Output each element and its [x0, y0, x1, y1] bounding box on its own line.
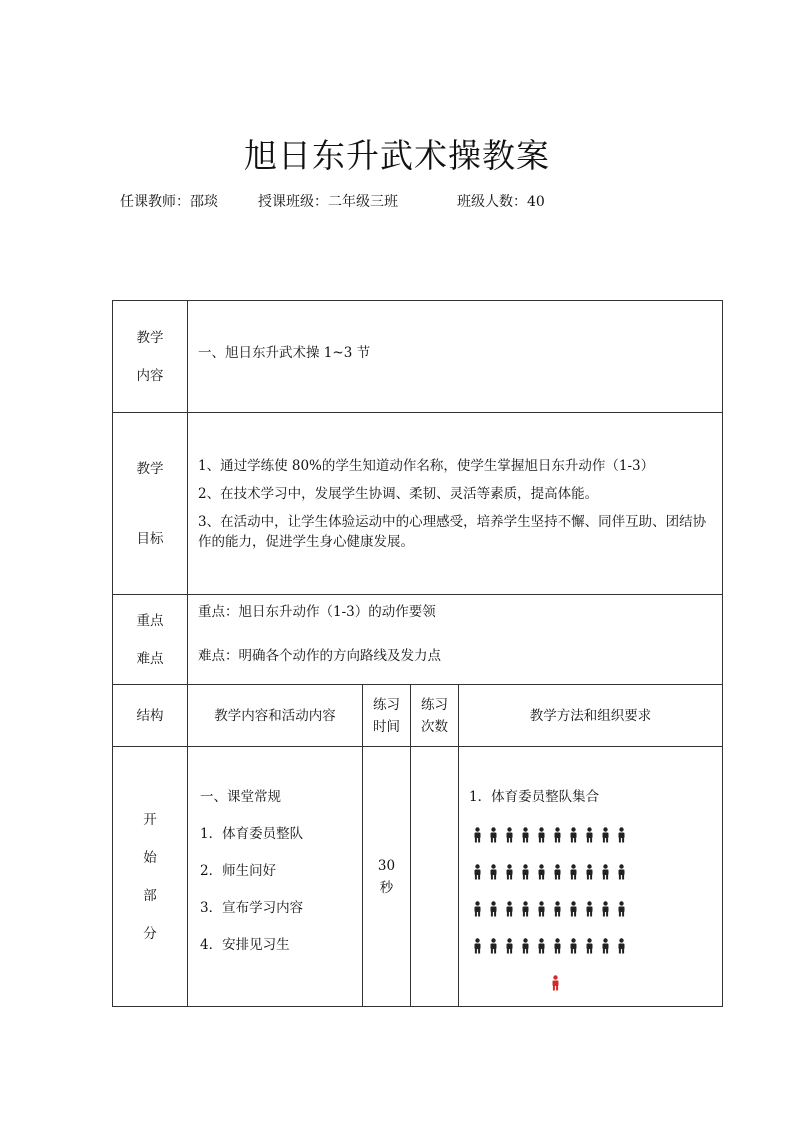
lesson-plan-table [112, 300, 723, 1007]
content-row [113, 301, 723, 413]
content-cell [188, 301, 723, 413]
content-label-line1: 教学 [136, 329, 164, 346]
header-activity: 教学内容和活动内容 [188, 685, 363, 747]
goal-label-line2: 目标 [136, 530, 164, 547]
formation-row [469, 890, 722, 927]
header-structure: 结构 [113, 685, 188, 747]
start-item: 2．师生问好 [200, 863, 277, 879]
content-label-cell [113, 301, 188, 413]
class-field: 授课班级：二年级三班 [258, 194, 398, 210]
student-icon [551, 938, 564, 954]
student-icon [567, 827, 580, 843]
student-icon [599, 938, 612, 954]
goal-label-cell [113, 413, 188, 595]
start-time-cell [363, 747, 411, 1007]
start-item: 1．体育委员整队 [200, 826, 304, 842]
student-icon [487, 864, 500, 880]
student-icon [551, 864, 564, 880]
student-icon [535, 827, 548, 843]
student-icon [567, 864, 580, 880]
formation-row [469, 927, 722, 964]
student-icon [487, 938, 500, 954]
student-icon [615, 901, 628, 917]
student-icon [615, 864, 628, 880]
student-icon [567, 938, 580, 954]
goal-cell [188, 413, 723, 595]
header-time-line1: 练习 [373, 696, 400, 713]
student-icon [599, 901, 612, 917]
formation-row [469, 853, 722, 890]
key-row [113, 595, 723, 685]
student-icon [503, 864, 516, 880]
start-label-char: 开 [143, 811, 157, 828]
difficulty-point: 难点：明确各个动作的方向路线及发力点 [198, 648, 441, 664]
start-reps-cell [411, 747, 459, 1007]
goal-label-line1: 教学 [136, 460, 164, 477]
start-label-char: 部 [143, 887, 157, 904]
student-icon [599, 827, 612, 843]
header-reps-line1: 练习 [421, 696, 448, 713]
formation-diagram [469, 816, 722, 964]
student-icon [519, 938, 532, 954]
student-icon [599, 864, 612, 880]
student-icon [583, 938, 596, 954]
student-icon [583, 864, 596, 880]
key-cell [188, 595, 723, 685]
leader-row [469, 964, 722, 1001]
header-reps [411, 685, 459, 747]
student-icon [551, 901, 564, 917]
goal-row [113, 413, 723, 595]
student-icon [583, 827, 596, 843]
start-time-line1: 30 [377, 857, 396, 874]
student-icon [583, 901, 596, 917]
start-time-line2: 秒 [379, 879, 394, 896]
teacher-field: 任课教师：邵琰 [120, 194, 218, 210]
student-icon [535, 864, 548, 880]
student-icon [519, 864, 532, 880]
count-field: 班级人数：40 [457, 194, 545, 210]
start-item: 3．宣布学习内容 [200, 900, 304, 916]
header-row [113, 685, 723, 747]
student-icon [503, 827, 516, 843]
student-icon [551, 827, 564, 843]
key-label-line2: 难点 [136, 650, 164, 667]
student-icon [567, 901, 580, 917]
content-text: 一、旭日东升武术操 1~3 节 [198, 345, 371, 361]
start-label-char: 始 [143, 849, 157, 866]
header-time-line2: 时间 [373, 718, 400, 735]
start-item: 一、课堂常规 [200, 789, 281, 805]
student-icon [519, 901, 532, 917]
page-title: 旭日东升武术操教案 [244, 136, 550, 175]
goal-item: 3、在活动中，让学生体验运动中的心理感受，培养学生坚持不懈、同伴互助、团结协作的能力，促进学生身心健康发展。 [198, 513, 707, 550]
key-point: 重点：旭日东升动作（1-3）的动作要领 [198, 604, 436, 620]
start-item: 4．安排见习生 [200, 937, 290, 953]
key-label-line1: 重点 [136, 612, 164, 629]
formation-row [469, 816, 722, 853]
leader-icon [549, 975, 562, 991]
start-label-char: 分 [143, 925, 157, 942]
student-icon [471, 938, 484, 954]
key-label-cell [113, 595, 188, 685]
start-activity-cell [188, 747, 363, 1007]
student-icon [535, 901, 548, 917]
student-icon [615, 938, 628, 954]
header-reps-line2: 次数 [421, 718, 448, 735]
student-icon [503, 901, 516, 917]
student-icon [471, 901, 484, 917]
student-icon [615, 827, 628, 843]
student-icon [471, 864, 484, 880]
goal-item: 1、通过学练使 80%的学生知道动作名称，使学生掌握旭日东升动作（1-3） [198, 457, 655, 474]
student-icon [487, 901, 500, 917]
content-label-line2: 内容 [136, 367, 164, 384]
header-time [363, 685, 411, 747]
start-row [113, 747, 723, 1007]
start-method-cell [459, 747, 723, 1007]
method-title: 1．体育委员整队集合 [469, 789, 600, 805]
start-label-cell [113, 747, 188, 1007]
student-icon [471, 827, 484, 843]
goal-item: 2、在技术学习中，发展学生协调、柔韧、灵活等素质，提高体能。 [198, 485, 599, 502]
student-icon [519, 827, 532, 843]
student-icon [535, 938, 548, 954]
student-icon [503, 938, 516, 954]
student-icon [487, 827, 500, 843]
header-method: 教学方法和组织要求 [459, 685, 723, 747]
